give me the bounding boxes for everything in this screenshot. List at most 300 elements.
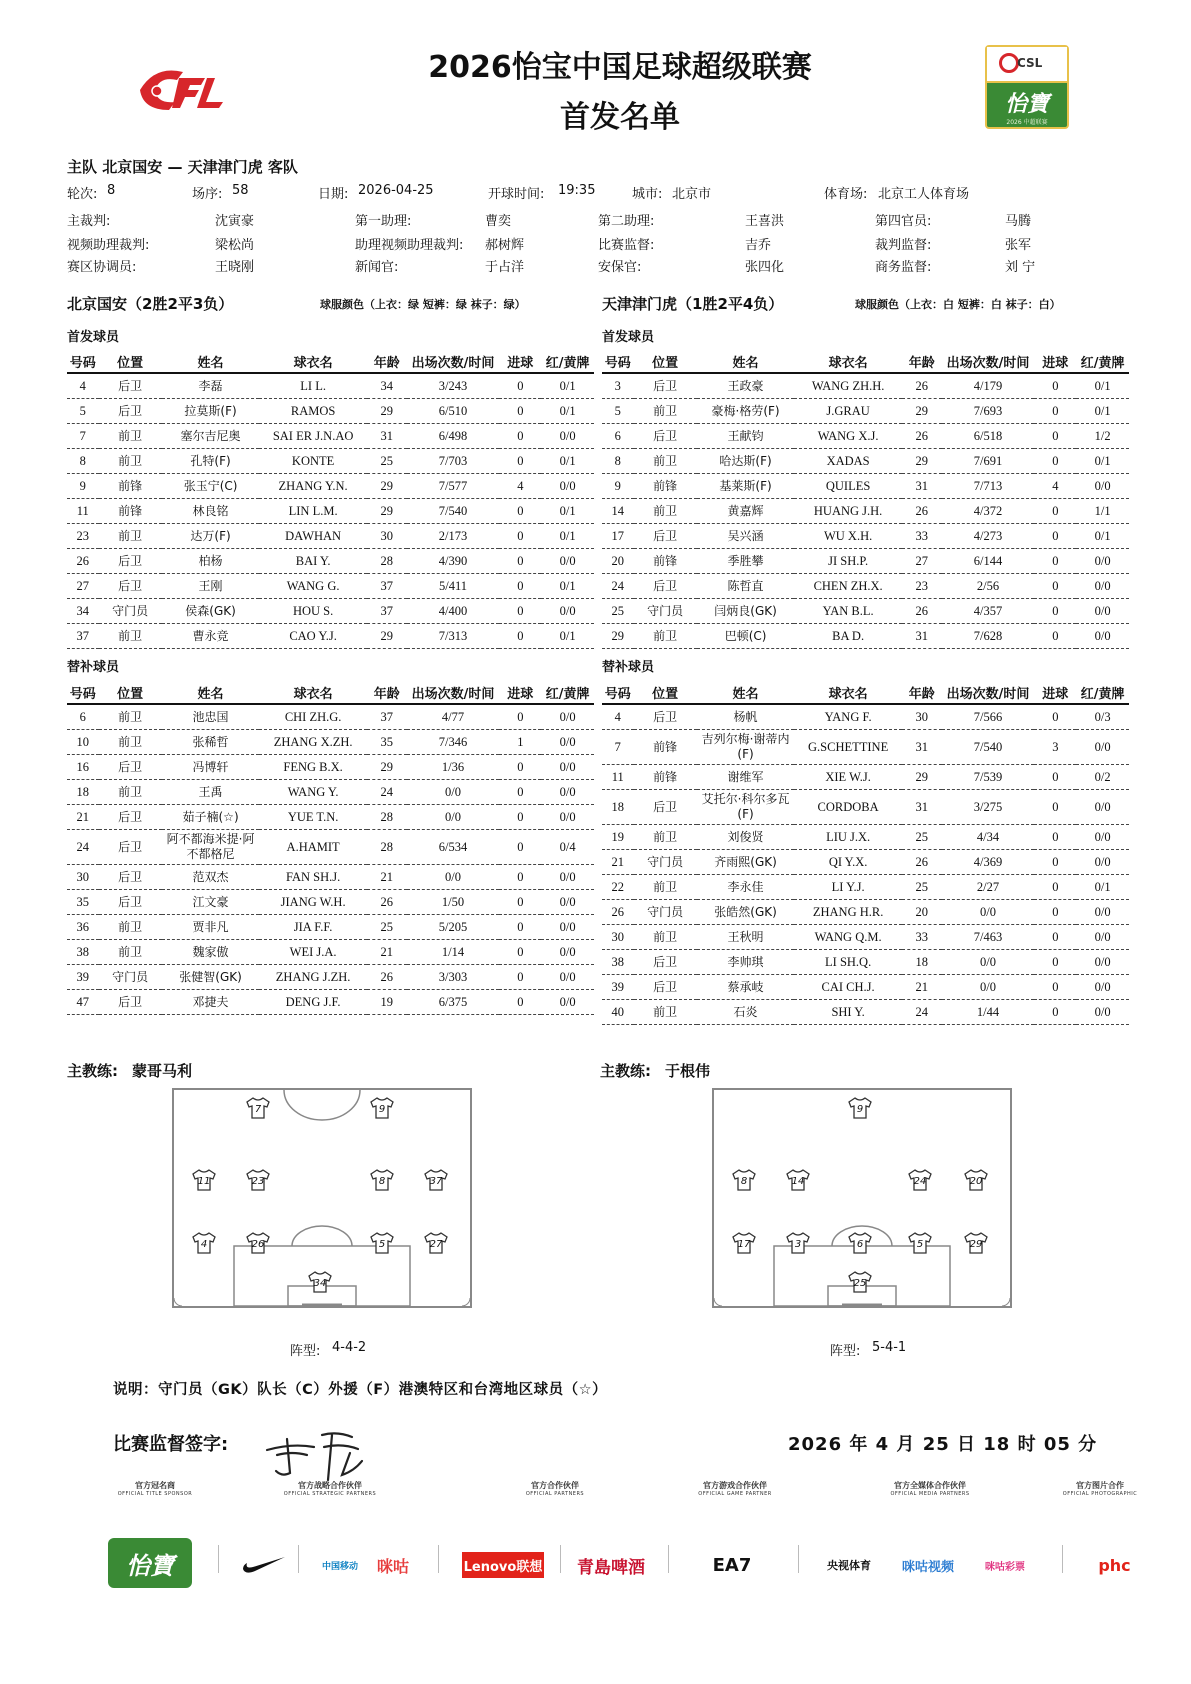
player-number: 17 [602,524,634,549]
legend-note: 说明：守门员（GK）队长（C）外援（F）港澳特区和台湾地区球员（☆） [113,1382,608,1398]
player-row [602,765,1129,790]
kickoff-value: 19:35 [558,183,596,198]
column-header: 进球 [1034,681,1076,704]
jersey-number: 23 [251,1176,265,1187]
player-position: 前卫 [634,624,697,649]
jersey-number: 6 [856,1239,864,1250]
player-row [67,574,594,599]
nike-logo-text [287,1565,290,1566]
player-goals: 0 [1034,424,1076,449]
column-header: 年龄 [902,681,942,704]
player-name: 艾托尔·科尔多瓦(F) [697,790,795,825]
player-number: 10 [67,730,99,755]
column-header: 进球 [499,681,541,704]
player-row [602,825,1129,850]
player-number: 24 [602,574,634,599]
official-label: 助理视频助理裁判: [355,238,464,253]
player-number: 4 [602,704,634,730]
player-cards: 0/1 [1076,399,1129,424]
player-name: 巴顿(C) [697,624,795,649]
player-number: 5 [602,399,634,424]
player-number: 38 [602,950,634,975]
player-cards: 0/1 [541,574,594,599]
player-position: 前卫 [634,399,697,424]
player-appearances: 5/411 [407,574,500,599]
partner-category: 官方游戏合作伙伴 OFFICIAL GAME PARTNER [698,1481,772,1497]
player-row [67,915,594,940]
player-position: 后卫 [634,790,697,825]
player-name: 孔特(F) [162,449,260,474]
home-subs-label: 替补球员 [67,660,120,675]
player-position: 守门员 [99,965,162,990]
player-cards: 0/0 [541,865,594,890]
player-number: 20 [602,549,634,574]
official-name: 张四化 [745,260,785,275]
player-jersey-icon [907,1232,933,1254]
jersey-number: 20 [969,1176,983,1187]
player-cards: 0/0 [541,474,594,499]
player-age: 31 [902,474,942,499]
player-appearances: 7/691 [942,449,1035,474]
player-age: 29 [367,624,407,649]
player-shirt-name: SHI Y. [794,1000,901,1025]
jersey-number: 26 [251,1239,265,1250]
jersey-number: 8 [378,1176,386,1187]
player-position: 前卫 [634,925,697,950]
player-jersey-icon [847,1232,873,1254]
player-shirt-name: CHI ZH.G. [259,704,366,730]
player-appearances: 0/0 [407,865,500,890]
partner-category: 官方图片合作 OFFICIAL PHOTOGRAPHIC [1062,1481,1138,1497]
player-jersey-icon [847,1097,873,1119]
player-age: 26 [367,890,407,915]
player-age: 31 [902,624,942,649]
player-name: 曹永竞 [162,624,260,649]
player-cards: 0/0 [541,755,594,780]
player-cards: 0/1 [541,624,594,649]
official-label: 新闻官: [355,260,399,275]
player-shirt-name: J.GRAU [794,399,901,424]
player-row [67,865,594,890]
player-position: 前卫 [634,1000,697,1025]
player-appearances: 0/0 [942,950,1035,975]
player-number: 30 [602,925,634,950]
player-row [67,704,594,730]
stadium-label: 体育场: [824,187,868,202]
player-number: 11 [602,765,634,790]
player-age: 26 [902,599,942,624]
column-header: 红/黄牌 [541,350,594,373]
csl-logo [985,45,1069,129]
signature-text [262,1425,264,1426]
player-number: 35 [67,890,99,915]
player-appearances: 7/577 [407,474,500,499]
player-jersey-icon [191,1169,217,1191]
player-goals: 0 [1034,704,1076,730]
player-cards: 1/2 [1076,424,1129,449]
player-row [602,975,1129,1000]
player-goals: 0 [1034,624,1076,649]
player-jersey-icon [369,1232,395,1254]
player-appearances: 6/534 [407,830,500,865]
player-cards: 0/0 [1076,599,1129,624]
player-age: 29 [367,399,407,424]
player-row [602,424,1129,449]
player-cards: 0/0 [541,424,594,449]
player-number: 9 [602,474,634,499]
official-name: 刘 宁 [1005,260,1036,275]
player-number: 8 [67,449,99,474]
player-appearances: 4/390 [407,549,500,574]
player-cards: 0/0 [541,940,594,965]
player-shirt-name: JIANG W.H. [259,890,366,915]
column-header: 号码 [602,350,634,373]
player-position: 前卫 [99,704,162,730]
player-row [67,474,594,499]
player-shirt-name: LIU J.X. [794,825,901,850]
player-age: 29 [367,474,407,499]
player-shirt-name: JIA F.F. [259,915,366,940]
migu-lottery-logo: 咪咕彩票 [985,1561,1025,1573]
player-jersey-icon [245,1169,271,1191]
player-appearances: 7/713 [942,474,1035,499]
player-cards: 0/1 [1076,373,1129,399]
player-age: 25 [902,875,942,900]
player-position: 前卫 [634,825,697,850]
official-label: 赛区协调员: [67,260,137,275]
player-row [67,624,594,649]
home-subs-table [67,681,594,1015]
player-position: 前卫 [634,499,697,524]
player-number: 30 [67,865,99,890]
away-formation-label: 阵型: [830,1344,861,1359]
round-label: 轮次: [67,187,98,202]
player-age: 26 [902,373,942,399]
column-header: 姓名 [697,350,795,373]
player-appearances: 4/369 [942,850,1035,875]
player-jersey-icon [785,1232,811,1254]
player-name: 吉列尔梅·谢蒂内(F) [697,730,795,765]
player-position: 前卫 [99,449,162,474]
column-header: 出场次数/时间 [407,350,500,373]
jersey-number: 25 [853,1278,867,1289]
player-name: 李磊 [162,373,260,399]
player-number: 21 [67,805,99,830]
player-number: 18 [67,780,99,805]
jersey-number: 37 [429,1176,443,1187]
player-shirt-name: QI Y.X. [794,850,901,875]
player-row [602,704,1129,730]
player-goals: 0 [499,624,541,649]
player-age: 30 [902,704,942,730]
player-shirt-name: WANG Y. [259,780,366,805]
player-position: 后卫 [99,373,162,399]
player-name: 李永佳 [697,875,795,900]
official-label: 第二助理: [598,214,655,229]
player-position: 前卫 [99,624,162,649]
player-number: 18 [602,790,634,825]
player-position: 后卫 [99,755,162,780]
home-coach-label: 主教练: [67,1062,118,1080]
player-appearances: 1/44 [942,1000,1035,1025]
column-header: 红/黄牌 [1076,350,1129,373]
player-row [67,373,594,399]
player-number: 29 [602,624,634,649]
player-position: 前锋 [634,730,697,765]
player-goals: 0 [1034,373,1076,399]
player-jersey-icon [245,1097,271,1119]
player-age: 26 [902,850,942,875]
home-formation-pitch [172,1088,472,1308]
player-goals: 0 [1034,850,1076,875]
player-shirt-name: WANG G. [259,574,366,599]
player-age: 24 [902,1000,942,1025]
column-header: 姓名 [162,350,260,373]
player-jersey-icon [191,1232,217,1254]
player-row [67,549,594,574]
player-age: 28 [367,805,407,830]
player-shirt-name: CORDOBA [794,790,901,825]
title-line1: 2026怡宝中国足球超级联赛 [428,50,812,85]
column-header: 球衣名 [259,681,366,704]
player-name: 柏杨 [162,549,260,574]
player-appearances: 0/0 [407,780,500,805]
column-header: 位置 [634,350,697,373]
player-name: 李帅琪 [697,950,795,975]
player-position: 后卫 [99,990,162,1015]
player-shirt-name: YANG F. [794,704,901,730]
player-row [602,1000,1129,1025]
player-position: 后卫 [634,373,697,399]
cfl-logo [135,60,235,115]
player-name: 季胜攀 [697,549,795,574]
ball-icon [999,53,1019,73]
yibao-logo: 怡寶 [108,1538,192,1588]
player-goals: 0 [499,399,541,424]
column-header: 年龄 [367,350,407,373]
player-name: 邓捷夫 [162,990,260,1015]
player-name: 刘俊贤 [697,825,795,850]
player-appearances: 6/375 [407,990,500,1015]
player-appearances: 1/50 [407,890,500,915]
player-name: 阿不都海米提·阿不都格尼 [162,830,260,865]
player-number: 27 [67,574,99,599]
player-row [67,424,594,449]
player-name: 侯森(GK) [162,599,260,624]
player-goals: 4 [499,474,541,499]
player-cards: 0/0 [541,704,594,730]
player-position: 前卫 [99,424,162,449]
player-goals: 0 [1034,975,1076,1000]
player-appearances: 3/243 [407,373,500,399]
lenovo-logo: Lenovo联想 [462,1552,544,1578]
column-header: 号码 [67,681,99,704]
player-appearances: 0/0 [942,975,1035,1000]
player-appearances: 4/77 [407,704,500,730]
player-row [602,624,1129,649]
column-header: 球衣名 [794,681,901,704]
player-number: 40 [602,1000,634,1025]
player-goals: 0 [499,805,541,830]
player-shirt-name: HUANG J.H. [794,499,901,524]
player-shirt-name: QUILES [794,474,901,499]
player-shirt-name: WANG X.J. [794,424,901,449]
home-starters-table [67,350,594,649]
player-goals: 0 [1034,825,1076,850]
player-goals: 0 [1034,574,1076,599]
player-cards: 0/0 [541,599,594,624]
player-row [67,730,594,755]
player-goals: 0 [499,865,541,890]
home-team-title: 北京国安（2胜2平3负） [67,295,234,313]
column-header: 出场次数/时间 [942,350,1035,373]
player-position: 后卫 [99,865,162,890]
player-row [602,549,1129,574]
player-appearances: 4/372 [942,499,1035,524]
player-appearances: 7/693 [942,399,1035,424]
official-name: 沈寅豪 [215,214,255,229]
player-row [602,950,1129,975]
official-label: 比赛监督: [598,238,655,253]
player-age: 31 [367,424,407,449]
player-shirt-name: ZHANG X.ZH. [259,730,366,755]
player-name: 江文豪 [162,890,260,915]
player-goals: 0 [499,915,541,940]
player-age: 26 [367,965,407,990]
jersey-number: 29 [969,1239,983,1250]
player-number: 37 [67,624,99,649]
player-number: 26 [602,900,634,925]
player-name: 闫炳良(GK) [697,599,795,624]
player-name: 王献钧 [697,424,795,449]
player-goals: 0 [499,574,541,599]
column-header: 出场次数/时间 [942,681,1035,704]
player-name: 王刚 [162,574,260,599]
title-line2: 首发名单 [560,100,680,135]
player-cards: 0/1 [541,399,594,424]
player-cards: 0/0 [541,730,594,755]
player-shirt-name: XIE W.J. [794,765,901,790]
player-goals: 4 [1034,474,1076,499]
player-age: 29 [367,755,407,780]
player-goals: 0 [1034,765,1076,790]
player-shirt-name: DENG J.F. [259,990,366,1015]
player-shirt-name: KONTE [259,449,366,474]
player-age: 19 [367,990,407,1015]
player-goals: 0 [1034,599,1076,624]
column-header: 位置 [99,350,162,373]
player-jersey-icon [731,1169,757,1191]
player-shirt-name: XADAS [794,449,901,474]
player-row [67,499,594,524]
away-starters-table [602,350,1129,649]
player-row [602,574,1129,599]
nike-logo [240,1545,290,1585]
cfl-logo-text: CFL [185,114,187,115]
csl-logo-sub: 2026 中超联赛 [1006,119,1048,126]
official-name: 于占洋 [485,260,525,275]
player-goals: 0 [1034,549,1076,574]
player-shirt-name: A.HAMIT [259,830,366,865]
player-appearances: 5/205 [407,915,500,940]
player-cards: 0/0 [1076,925,1129,950]
player-name: 谢维军 [697,765,795,790]
player-position: 后卫 [634,704,697,730]
player-goals: 0 [1034,875,1076,900]
game-no-value: 58 [232,183,249,198]
player-cards: 0/0 [541,915,594,940]
player-age: 21 [367,940,407,965]
player-cards: 0/1 [541,499,594,524]
column-header: 球衣名 [259,350,366,373]
player-cards: 0/0 [1076,574,1129,599]
player-row [602,790,1129,825]
tsingtao-logo: 青島啤酒 [577,1557,645,1578]
official-label: 主裁判: [67,214,111,229]
jersey-number: 7 [254,1104,262,1115]
player-age: 33 [902,925,942,950]
player-position: 前卫 [634,449,697,474]
signature-date: 2026 年 4 月 25 日 18 时 05 分 [788,1434,1098,1455]
player-number: 36 [67,915,99,940]
player-goals: 0 [1034,900,1076,925]
player-number: 14 [602,499,634,524]
player-row [67,524,594,549]
away-starters-label: 首发球员 [602,330,655,345]
player-number: 39 [602,975,634,1000]
player-cards: 0/0 [1076,730,1129,765]
player-number: 8 [602,449,634,474]
official-label: 安保官: [598,260,642,275]
player-cards: 0/0 [1076,950,1129,975]
partner-category: 官方战略合作伙伴 OFFICIAL STRATEGIC PARTNERS [283,1481,377,1497]
player-cards: 1/1 [1076,499,1129,524]
player-cards: 0/0 [541,965,594,990]
player-number: 23 [67,524,99,549]
player-shirt-name: CAI CH.J. [794,975,901,1000]
player-goals: 0 [1034,1000,1076,1025]
player-cards: 0/0 [541,805,594,830]
player-number: 4 [67,373,99,399]
jersey-number: 3 [794,1239,802,1250]
player-row [67,399,594,424]
player-row [67,599,594,624]
player-age: 27 [902,549,942,574]
player-appearances: 7/628 [942,624,1035,649]
city-label: 城市: [632,187,663,202]
jersey-number: 9 [856,1104,864,1115]
player-goals: 0 [499,830,541,865]
player-age: 26 [902,424,942,449]
player-name: 豪梅·格劳(F) [697,399,795,424]
player-row [602,373,1129,399]
player-row [67,755,594,780]
player-position: 后卫 [634,574,697,599]
player-jersey-icon [369,1097,395,1119]
column-header: 姓名 [697,681,795,704]
player-appearances: 1/14 [407,940,500,965]
player-goals: 0 [499,755,541,780]
player-shirt-name: BA D. [794,624,901,649]
player-row [602,524,1129,549]
official-name: 郝树辉 [485,238,525,253]
player-age: 23 [902,574,942,599]
player-name: 贾非凡 [162,915,260,940]
player-goals: 0 [1034,399,1076,424]
column-header: 红/黄牌 [1076,681,1129,704]
partner-category: 官方冠名商 OFFICIAL TITLE SPONSOR [117,1481,193,1497]
csl-logo-text: CSL [1017,56,1043,70]
